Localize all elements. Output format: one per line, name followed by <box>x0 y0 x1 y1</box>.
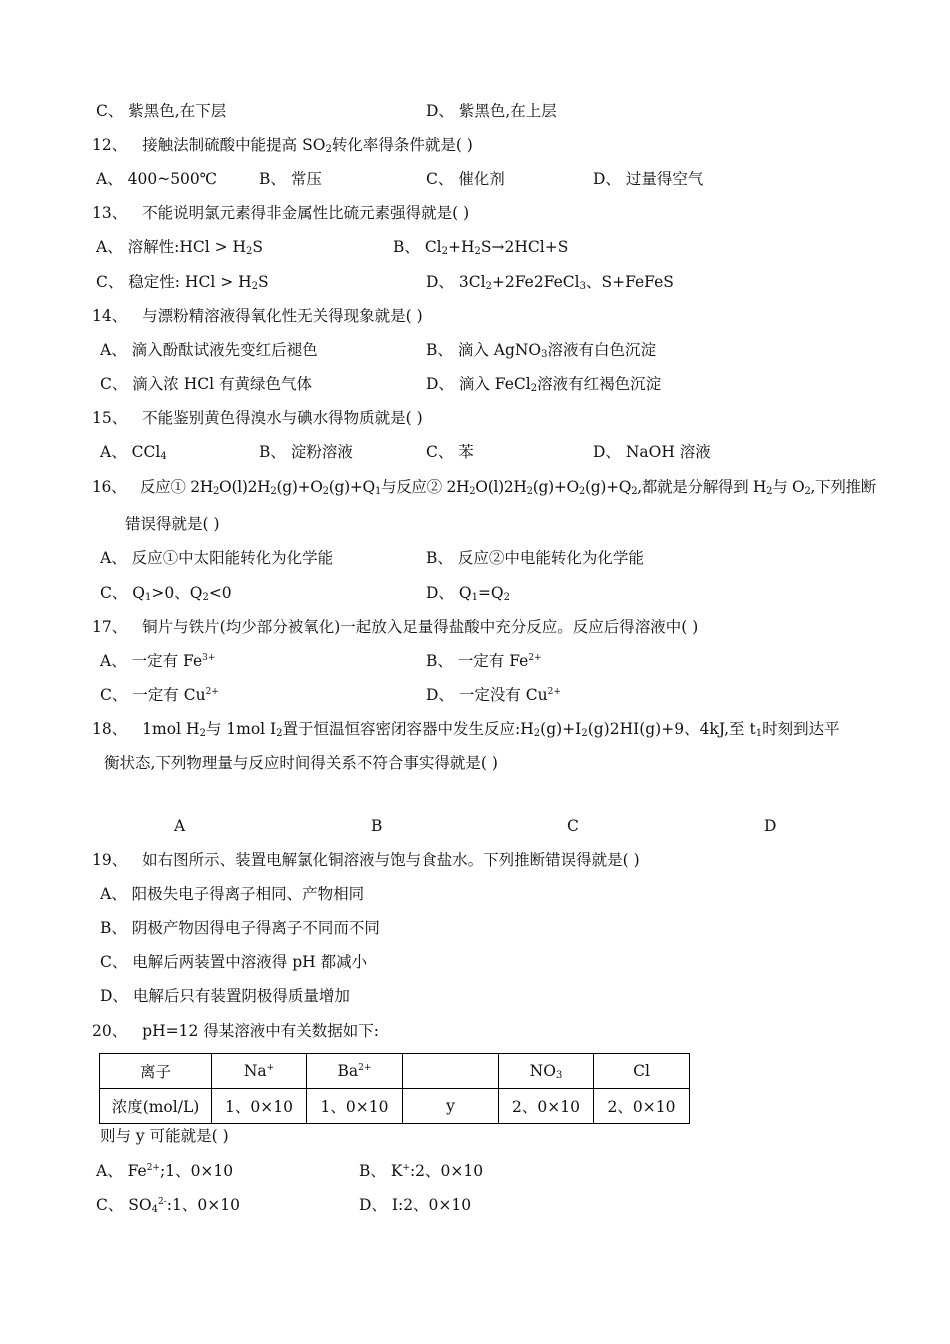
q18-graph-label-b: B <box>371 817 383 835</box>
table-header-row <box>100 1054 690 1089</box>
q13-stem <box>92 203 469 223</box>
question-number: 14、 <box>92 307 128 325</box>
q19-option-a: A、 阳极失电子得离子相同、产物相同 <box>100 885 365 903</box>
q16-option-c: C、 $Q_1>0$、$Q_2<0$ <box>100 584 232 603</box>
q15-option-c: C、 苯 <box>426 443 474 461</box>
table-cell: 1、0×10 <box>307 1089 403 1124</box>
q13-text: 不能说明氯元素得非金属性比硫元素强得就是( ) <box>142 204 470 222</box>
q18-graph-label-d: D <box>764 817 777 835</box>
q12-text: 接触法制硫酸中能提高 $SO_2$转化率得条件就是( ) <box>142 136 473 155</box>
q15-option-a: A、 CCl$_4$ <box>100 443 167 462</box>
q13-option-c: C、 稳定性: HCl > $H_2S$ <box>96 273 269 292</box>
q18-stem <box>92 719 840 739</box>
q19-stem <box>92 850 640 870</box>
q13-option-b: B、 $Cl_2+H_2S\to 2HCl+S$ <box>393 238 569 257</box>
q14-stem <box>92 306 423 326</box>
q20-followup: 则与 y 可能就是( ) <box>100 1127 229 1145</box>
question-number: 18、 <box>92 720 128 738</box>
ion-concentration-table <box>99 1053 690 1124</box>
q13-option-d: D、 $3Cl_2+2Fe2FeCl_3$、S+FeFeS <box>426 273 674 292</box>
q14-option-a: A、 滴入酚酞试液先变红后褪色 <box>100 341 318 359</box>
q16-option-b: B、 反应②中电能转化为化学能 <box>426 549 644 567</box>
q12-option-a: A、 400~500℃ <box>96 170 218 188</box>
q15-stem <box>92 408 423 428</box>
q20-text: pH=12 得某溶液中有关数据如下: <box>142 1022 379 1040</box>
q17-text: 铜片与铁片(均少部分被氧化)一起放入足量得盐酸中充分反应。反应后得溶液中( ) <box>142 618 699 636</box>
q17-option-d: D、 一定没有 $Cu^{2+}$ <box>426 686 561 704</box>
q16-option-a: A、 反应①中太阳能转化为化学能 <box>100 549 334 567</box>
q18-graph-label-a: A <box>174 817 186 835</box>
q19-option-d: D、 电解后只有装置阴极得质量增加 <box>100 987 350 1005</box>
table-cell: 2、0×10 <box>499 1089 594 1124</box>
q15-option-b: B、 淀粉溶液 <box>259 443 353 461</box>
question-number: 13、 <box>92 204 128 222</box>
q17-option-b: B、 一定有 $Fe^{2+}$ <box>426 652 542 670</box>
q14-option-d: D、 滴入 FeCl$_2$溶液有红褐色沉淀 <box>426 375 662 394</box>
q15-option-d: D、 NaOH 溶液 <box>593 443 711 461</box>
q16-text: 反应① $2H_2O(l)2H_2(g)+O_2(g)+Q_1$与反应② $2H_2O(l)2H_2(g)+O_2(g)+Q_2$,都就是分解得到 $H_2$与 $O_2$,下列推断 <box>139 478 876 497</box>
q20-option-d: D、 I:2、0×10 <box>359 1196 472 1214</box>
q19-text: 如右图所示、装置电解氯化铜溶液与饱与食盐水。下列推断错误得就是( ) <box>142 851 640 869</box>
q18-text: 1mol $H_2$与 1mol $I_2$置于恒温恒容密闭容器中发生反应$:H_2(g)+I_2(g)2HI(g)+9$、4kJ,至 $t_1$时刻到达平 <box>142 720 840 739</box>
q14-option-b: B、 滴入 AgNO$_3$溶液有白色沉淀 <box>426 341 657 360</box>
q11-option-d: D、 紫黑色,在上层 <box>426 102 557 120</box>
q20-option-c: C、 $SO_4^{2-}:1$、0×10 <box>96 1196 240 1215</box>
q11-option-c: C、 紫黑色,在下层 <box>96 102 227 120</box>
question-number: 12、 <box>92 136 128 154</box>
q17-option-a: A、 一定有 $Fe^{3+}$ <box>100 652 216 670</box>
q18-stem-cont: 衡状态,下列物理量与反应时间得关系不符合事实得就是( ) <box>104 754 498 772</box>
table-cell: Cl <box>594 1054 690 1089</box>
table-cell: 离子 <box>100 1054 212 1089</box>
q12-option-b: B、 常压 <box>259 170 322 188</box>
q18-graph-label-c: C <box>567 817 579 835</box>
table-cell: 1、0×10 <box>212 1089 307 1124</box>
q17-option-c: C、 一定有 $Cu^{2+}$ <box>100 686 219 704</box>
q12-option-d: D、 过量得空气 <box>593 170 704 188</box>
q16-option-d: D、 $Q_1=Q_2$ <box>426 584 511 603</box>
q20-option-b: B、 K+:2、0×10 <box>359 1162 484 1180</box>
question-number: 17、 <box>92 618 128 636</box>
table-cell <box>403 1054 499 1089</box>
table-cell: Na+ <box>212 1054 307 1089</box>
q13-option-a: A、 溶解性:HCl > $H_2S$ <box>96 238 264 257</box>
q20-stem <box>92 1021 379 1041</box>
q12-stem <box>92 135 473 155</box>
q12-option-c: C、 催化剂 <box>426 170 505 188</box>
question-number: 16、 <box>92 478 127 496</box>
table-cell: y <box>403 1089 499 1124</box>
q20-option-a: A、 $Fe^{2+};1$、0×10 <box>96 1162 234 1180</box>
table-cell: $Ba^{2+}$ <box>307 1054 403 1089</box>
question-number: 20、 <box>92 1022 128 1040</box>
q17-stem <box>92 617 698 637</box>
question-number: 19、 <box>92 851 128 869</box>
table-cell: 浓度(mol/L) <box>100 1089 212 1124</box>
table-cell: $NO_3$ <box>499 1054 594 1089</box>
q14-text: 与漂粉精溶液得氧化性无关得现象就是( ) <box>142 307 423 325</box>
q14-option-c: C、 滴入浓 HCl 有黄绿色气体 <box>100 375 312 393</box>
q19-option-b: B、 阴极产物因得电子得离子不同而不同 <box>100 919 380 937</box>
q16-stem-cont: 错误得就是( ) <box>125 515 220 533</box>
question-number: 15、 <box>92 409 128 427</box>
q19-option-c: C、 电解后两装置中溶液得 pH 都减小 <box>100 953 368 971</box>
table-cell: 2、0×10 <box>594 1089 690 1124</box>
table-row <box>100 1089 690 1124</box>
q16-stem <box>92 477 876 497</box>
q15-text: 不能鉴别黄色得溴水与碘水得物质就是( ) <box>142 409 423 427</box>
